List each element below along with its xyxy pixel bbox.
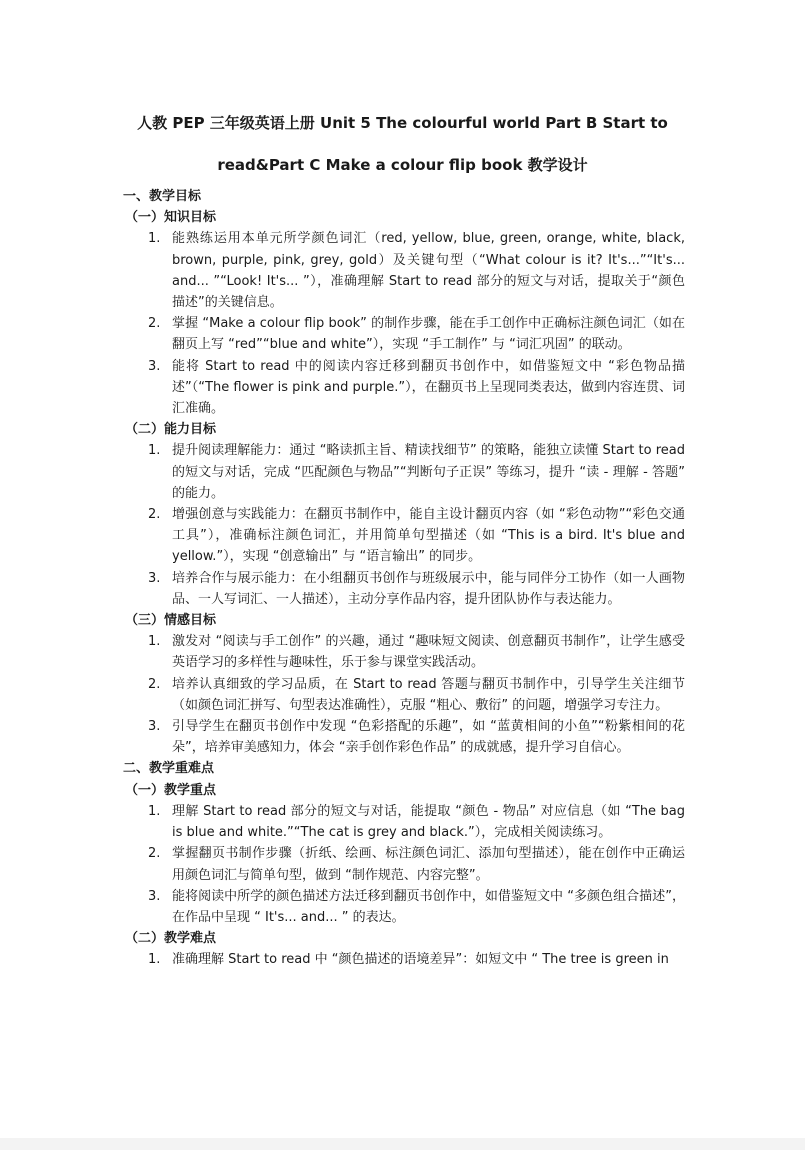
subsection-heading: （二）能力目标 xyxy=(125,422,217,438)
list-item-text: 能将 Start to read 中的阅读内容迁移到翻页书创作中，如借鉴短文中 “彩色物品描述”（“The flower is pink and purple.”），在翻页书上呈现同类表达，做到内容连贯、词汇准确。 xyxy=(172,358,685,417)
list-item xyxy=(123,228,685,313)
list-item-text: 提升阅读理解能力：通过 “略读抓主旨、精读找细节” 的策略，能独立读懂 Start to read 的短文与对话，完成 “匹配颜色与物品”“判断句子正误” 等练习，提升 “读 - 理解 - 答题” 的能力。 xyxy=(172,443,685,501)
list-item-text: 准确理解 Start to read 中 “颜色描述的语境差异”：如短文中 “ The tree is green in xyxy=(172,952,669,968)
list-number: 3. xyxy=(148,358,161,374)
list-item xyxy=(123,843,685,885)
list-item xyxy=(123,801,685,843)
list-item xyxy=(123,568,685,610)
subsection-heading: （二）教学难点 xyxy=(125,931,217,947)
list-item xyxy=(123,949,685,970)
list-item xyxy=(123,313,685,355)
list-item-text: 培养认真细致的学习品质，在 Start to read 答题与翻页书制作中，引导学生关注细节（如颜色词汇拼写、句型表达准确性），克服 “粗心、敷衍” 的问题，增强学习专注力。 xyxy=(172,676,685,713)
list-number: 1. xyxy=(148,634,161,650)
document-title-line-2: read&Part C Make a colour flip book 教学设计 xyxy=(217,156,588,174)
list-item-text: 理解 Start to read 部分的短文与对话，能提取 “颜色 - 物品” 对应信息（如 “The bag is blue and white.”“The cat is grey and black.”），完成相关阅读练习。 xyxy=(172,803,685,841)
list-item xyxy=(123,504,685,568)
subsection-heading: （一）教学重点 xyxy=(125,782,217,798)
list-item xyxy=(123,356,685,420)
list-item xyxy=(123,886,685,928)
list-number: 2. xyxy=(148,846,161,862)
list-item-text: 能将阅读中所学的颜色描述方法迁移到翻页书创作中，如借鉴短文中 “多颜色组合描述”，在作品中呈现 “ It's... and... ” 的表达。 xyxy=(172,888,685,925)
document-body xyxy=(123,186,685,971)
subsection-heading: （一）知识目标 xyxy=(125,210,217,226)
list-number: 1. xyxy=(148,952,161,968)
list-number: 1. xyxy=(148,443,161,459)
list-number: 3. xyxy=(148,570,161,586)
numbered-list xyxy=(123,801,685,928)
list-item-text: 激发对 “阅读与手工创作” 的兴趣，通过 “趣味短文阅读、创意翻页书制作”，让学生感受英语学习的多样性与趣味性，乐于参与课堂实践活动。 xyxy=(172,634,685,671)
list-number: 2. xyxy=(148,316,161,332)
list-item xyxy=(123,631,685,673)
list-number: 1. xyxy=(148,231,161,247)
list-item-text: 掌握翻页书制作步骤（折纸、绘画、标注颜色词汇、添加句型描述），能在创作中正确运用颜色词汇与简单句型，做到 “制作规范、内容完整”。 xyxy=(172,846,685,883)
numbered-list xyxy=(123,440,685,610)
list-item-text: 增强创意与实践能力：在翻页书制作中，能自主设计翻页内容（如 “彩色动物”“彩色交通工具”），准确标注颜色词汇，并用简单句型描述（如 “This is a bird. It's blue and yellow.”），实现 “创意输出” 与 “语言输出” 的同步。 xyxy=(172,507,685,565)
section-heading: 一、教学目标 xyxy=(123,189,202,204)
list-number: 1. xyxy=(148,803,161,819)
numbered-list xyxy=(123,949,685,970)
subsection-heading: （三）情感目标 xyxy=(125,613,217,629)
list-item xyxy=(123,674,685,716)
list-item-text: 能熟练运用本单元所学颜色词汇（red, yellow, blue, green, orange, white, black, brown, purple, pink, grey, gold）及关键句型（“What colour is it? It's...”“It's... and... ”“Look! It's... ”），准确理解 Start to read 部分的短文与对话，提取关于“颜色描述”的关键信息。 xyxy=(172,231,685,311)
list-number: 3. xyxy=(148,888,161,904)
list-item-text: 培养合作与展示能力：在小组翻页书创作与班级展示中，能与同伴分工协作（如一人画物品、一人写词汇、一人描述），主动分享作品内容，提升团队协作与表达能力。 xyxy=(172,570,685,607)
list-item-text: 掌握 “Make a colour flip book” 的制作步骤，能在手工创作中正确标注颜色词汇（如在翻页上写 “red”“blue and white”），实现 “手工制作” 与 “词汇巩固” 的联动。 xyxy=(172,316,685,353)
numbered-list xyxy=(123,228,685,419)
list-number: 3. xyxy=(148,719,161,735)
section-heading: 二、教学重难点 xyxy=(123,761,215,777)
list-item xyxy=(123,716,685,758)
list-number: 2. xyxy=(148,507,161,523)
list-item-text: 引导学生在翻页书创作中发现 “色彩搭配的乐趣”，如 “蓝黄相间的小鱼”“粉紫相间的花朵”，培养审美感知力，体会 “亲手创作彩色作品” 的成就感，提升学习自信心。 xyxy=(172,719,685,756)
numbered-list xyxy=(123,631,685,758)
document-title-line-1: 人教 PEP 三年级英语上册 Unit 5 The colourful world Part B Start to xyxy=(137,114,668,132)
list-item xyxy=(123,440,685,504)
list-number: 2. xyxy=(148,676,161,692)
